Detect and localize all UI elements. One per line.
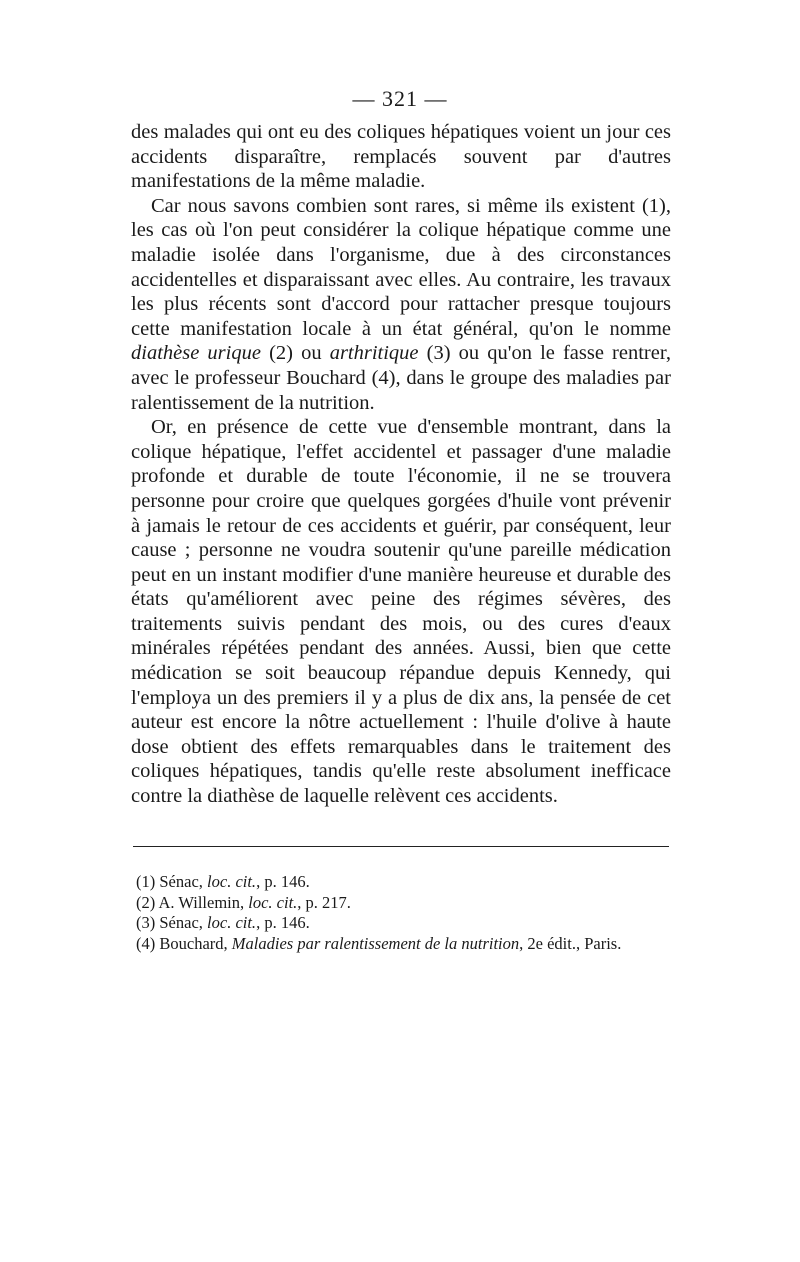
- footnote-1: [122, 872, 678, 893]
- footnote-work: loc. cit.: [207, 872, 257, 891]
- body-text: [131, 120, 671, 809]
- footnote-marker: (4): [136, 933, 156, 953]
- footnote-author: Sénac,: [159, 913, 208, 932]
- footnote-work: Maladies par ralentissement de la nutrition: [231, 933, 520, 953]
- footnote-work: loc. cit.: [207, 913, 257, 932]
- paragraph-2-italic-diathese-urique: diathèse urique: [131, 342, 261, 365]
- paragraph-2-part-2: (2) ou: [260, 342, 330, 365]
- footnote-rest: , 2e édit., Paris.: [519, 933, 622, 953]
- paragraph-2-part-3: (3) ou qu'on le fasse rentrer, avec le professeur Bouchard (4), dans le groupe des maladies par ralentissement de la nutrition.: [131, 342, 671, 414]
- paragraph-3: Or, en présence de cette vue d'ensemble montrant, dans la colique hépatique, l'effet accidentel et passager d'une maladie profonde et durable de toute l'économie, il ne se trouvera personne pour croire que quelques gorgées d'huile vont prévenir à jamais le retour de ces accidents et guérir, par conséquent, leur cause ; personne ne voudra soutenir qu'une pareille médication peut en un instant modifier d'une manière heureuse et durable des états qu'améliorent avec peine des régimes sévères, des traitements suivis pendant des mois, ou des cures d'eaux minérales répétées pendant des années. Aussi, bien que cette médication se soit beaucoup répandue depuis Kennedy, qui l'employa un des premiers il y a plus de dix ans, la pensée de cet auteur est encore la nôtre actuellement : l'huile d'olive à haute dose obtient des effets remarquables dans le traitement des coliques hépatiques, tandis qu'elle reste absolument inefficace contre la diathèse de laquelle relèvent ces accidents.: [131, 416, 671, 808]
- footnote-author: Bouchard,: [159, 933, 232, 953]
- paragraph-1: des malades qui ont eu des coliques hépatiques voient un jour ces accidents disparaître, remplacés souvent par d'autres manifestations de la même maladie.: [131, 121, 671, 193]
- footnote-marker: (3): [136, 913, 156, 932]
- paragraph-2: [131, 194, 671, 415]
- footnote-3: [122, 913, 678, 934]
- footnote-4: [122, 934, 678, 955]
- page-number: — 321 —: [352, 86, 448, 111]
- footnote-author: A. Willemin,: [158, 892, 249, 912]
- footnote-marker: (2): [136, 892, 156, 912]
- paragraph-2-part-1: Car nous savons combien sont rares, si même ils existent (1), les cas où l'on peut considérer la colique hépatique comme une maladie isolée dans l'organisme, due à des circonstances accidentelles et disparaissant avec elles. Au contraire, les travaux les plus récents sont d'accord pour rattacher presque toujours cette manifestation locale à un état général, qu'on le nomme: [131, 194, 671, 340]
- paragraph-2-italic-arthritique: arthritique: [329, 342, 419, 365]
- footnote-rest: , p. 146.: [256, 913, 310, 932]
- footnotes: [122, 872, 678, 954]
- footnote-2: [122, 893, 678, 914]
- footnote-rest: , p. 146.: [256, 872, 310, 891]
- footnote-rest: , p. 217.: [297, 892, 351, 912]
- footnote-work: loc. cit.: [248, 892, 298, 912]
- footnote-divider: [133, 846, 669, 847]
- footnote-marker: (1): [136, 872, 156, 891]
- footnote-author: Sénac,: [159, 872, 208, 891]
